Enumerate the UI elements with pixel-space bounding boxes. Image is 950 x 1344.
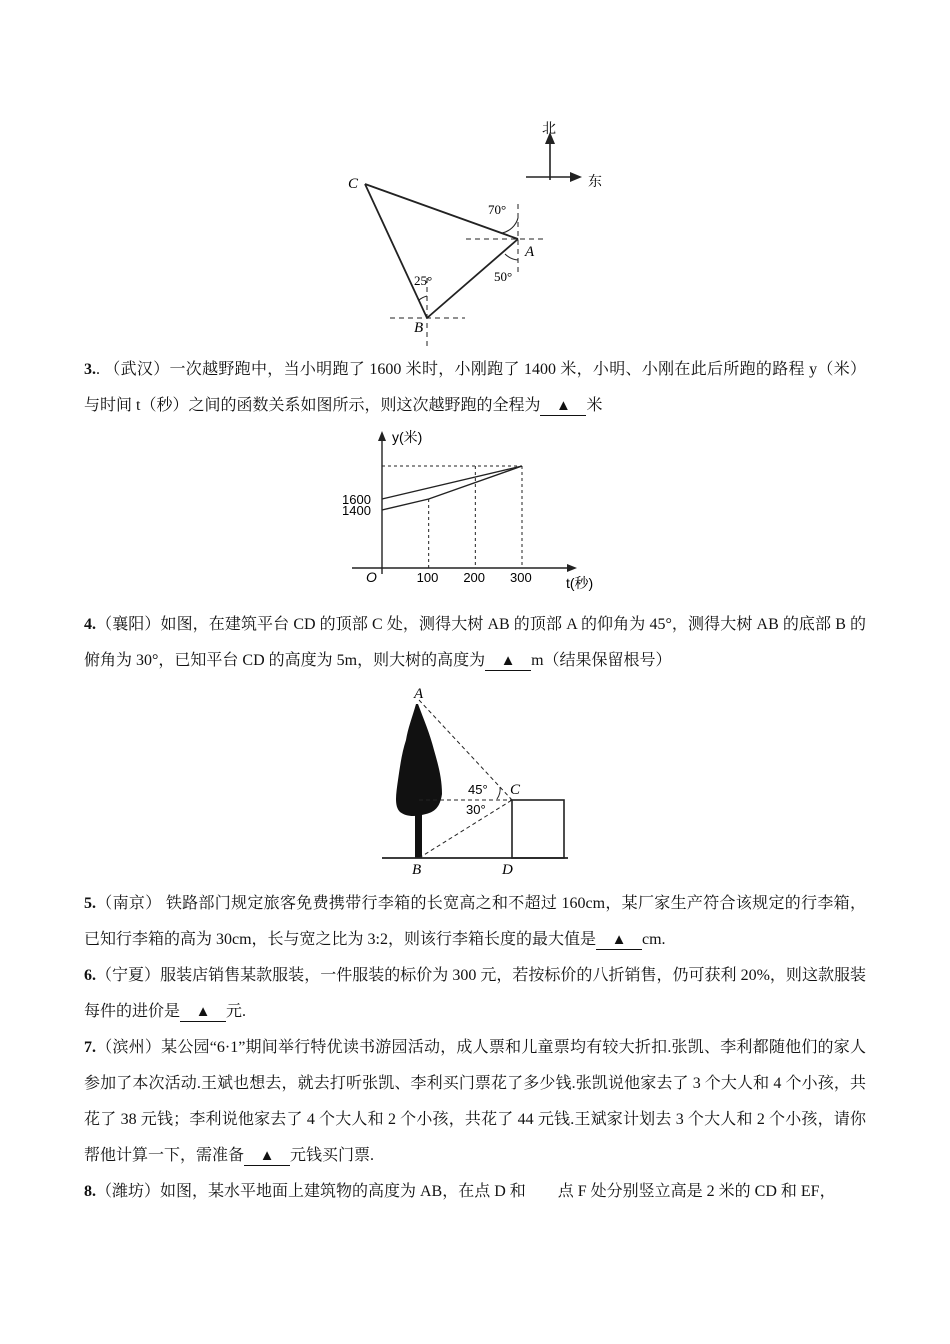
question-text-end: 米 bbox=[586, 397, 603, 414]
question-8 bbox=[84, 1174, 866, 1210]
question-6 bbox=[84, 958, 866, 1030]
answer-blank bbox=[244, 1147, 290, 1166]
question-text-end: m（结果保留根号） bbox=[531, 652, 672, 669]
point-c-label: C bbox=[510, 782, 521, 798]
blank-marker: ▲ bbox=[500, 653, 516, 669]
question-text: （宁夏）服装店销售某款服装，一件服装的标价为 300 元，若按标价的八折销售，仍可获利 20%，则这款服装每件的进价是 bbox=[84, 967, 866, 1020]
origin-label: O bbox=[366, 569, 377, 585]
y-axis-label: y(米) bbox=[392, 429, 423, 445]
series-line-1 bbox=[382, 466, 522, 499]
question-5 bbox=[84, 886, 866, 958]
question-text: （潍坊）如图，某水平地面上建筑物的高度为 AB，在点 D 和 点 F 处分别竖立高是 2 米的 CD 和 EF， bbox=[96, 1183, 836, 1200]
tree-silhouette bbox=[396, 704, 442, 816]
answer-blank bbox=[596, 931, 642, 950]
answer-blank bbox=[540, 397, 586, 416]
y-tick-label-1600: 1600 bbox=[342, 492, 371, 507]
question-number: 7. bbox=[84, 1039, 96, 1056]
angle-25-label: 25° bbox=[414, 273, 433, 288]
distance-time-chart bbox=[330, 424, 620, 600]
answer-blank bbox=[485, 652, 531, 671]
platform bbox=[512, 800, 564, 858]
point-c-label: C bbox=[348, 176, 359, 192]
angle-45-label: 45° bbox=[468, 782, 488, 797]
y-tick-label-1400: 1400 bbox=[342, 503, 371, 518]
blank-marker: ▲ bbox=[195, 1004, 211, 1020]
tree-platform-figure bbox=[378, 682, 574, 878]
blank-marker: ▲ bbox=[556, 398, 571, 414]
blank-marker: ▲ bbox=[259, 1148, 275, 1164]
point-a-label: A bbox=[525, 244, 535, 260]
tree-trunk bbox=[415, 808, 422, 858]
point-b-label: B bbox=[414, 320, 424, 336]
blank-marker: ▲ bbox=[611, 932, 627, 948]
question-7 bbox=[84, 1030, 866, 1174]
question-text: （滨州）某公园“6·1”期间举行特优读书游园活动，成人票和儿童票均有较大折扣.张凯、李利都随他们的家人参加了本次活动.王斌也想去，就去打听张凯、李利买门票花了多少钱.张凯说他家去了 3 个大人和 4 个小孩，共花了 38 元钱；李利说他家去了 4 个大人和 2 个小孩，共花了 44 元钱.王斌家计划去 3 个大人和 2 个小孩，请你帮他计算一下，需准备 bbox=[84, 1039, 866, 1164]
question-number: 5. bbox=[84, 895, 96, 912]
question-text-end: cm. bbox=[642, 931, 666, 948]
question-4 bbox=[84, 607, 866, 679]
question-number: 6. bbox=[84, 967, 96, 984]
point-d-label: D bbox=[502, 862, 513, 878]
angle-50-label: 50° bbox=[494, 269, 513, 284]
answer-blank bbox=[180, 1003, 226, 1022]
point-a-label: A bbox=[414, 686, 424, 702]
bearing-figure bbox=[330, 118, 620, 350]
question-text-end: 元. bbox=[226, 1003, 247, 1020]
question-3 bbox=[84, 352, 866, 424]
x-tick-label-300: 300 bbox=[510, 570, 532, 585]
compass-east-label: 东 bbox=[588, 173, 602, 189]
series-line-2 bbox=[382, 466, 522, 510]
x-tick-label-200: 200 bbox=[463, 570, 486, 585]
question-text: （南京） 铁路部门规定旅客免费携带行李箱的长宽高之和不超过 160cm，某厂家生产符合该规定的行李箱，已知行李箱的高为 30cm，长与宽之比为 3:2，则该行李箱长度的最大值是 bbox=[84, 895, 866, 948]
question-number: 3. bbox=[84, 361, 96, 378]
compass-north-label: 北 bbox=[542, 120, 556, 136]
angle-70-label: 70° bbox=[488, 202, 507, 217]
question-number: 4. bbox=[84, 616, 96, 633]
x-axis-label: t(秒) bbox=[566, 575, 594, 591]
point-b-label: B bbox=[412, 862, 422, 878]
question-text: . （武汉）一次越野跑中，当小明跑了 1600 米时，小刚跑了 1400 米，小明、小刚在此后所跑的路程 y（米）与时间 t（秒）之间的函数关系如图所示，则这次越野跑的全程为 bbox=[84, 361, 866, 414]
question-number: 8. bbox=[84, 1183, 96, 1200]
question-text: （襄阳）如图，在建筑平台 CD 的顶部 C 处，测得大树 AB 的顶部 A 的仰角为 45°，测得大树 AB 的底部 B 的俯角为 30°，已知平台 CD 的高度为 5m，则大树的高度为 bbox=[84, 616, 866, 669]
x-tick-label-100: 100 bbox=[416, 570, 439, 585]
angle-30-label: 30° bbox=[466, 802, 486, 817]
question-text-end: 元钱买门票. bbox=[290, 1147, 375, 1164]
